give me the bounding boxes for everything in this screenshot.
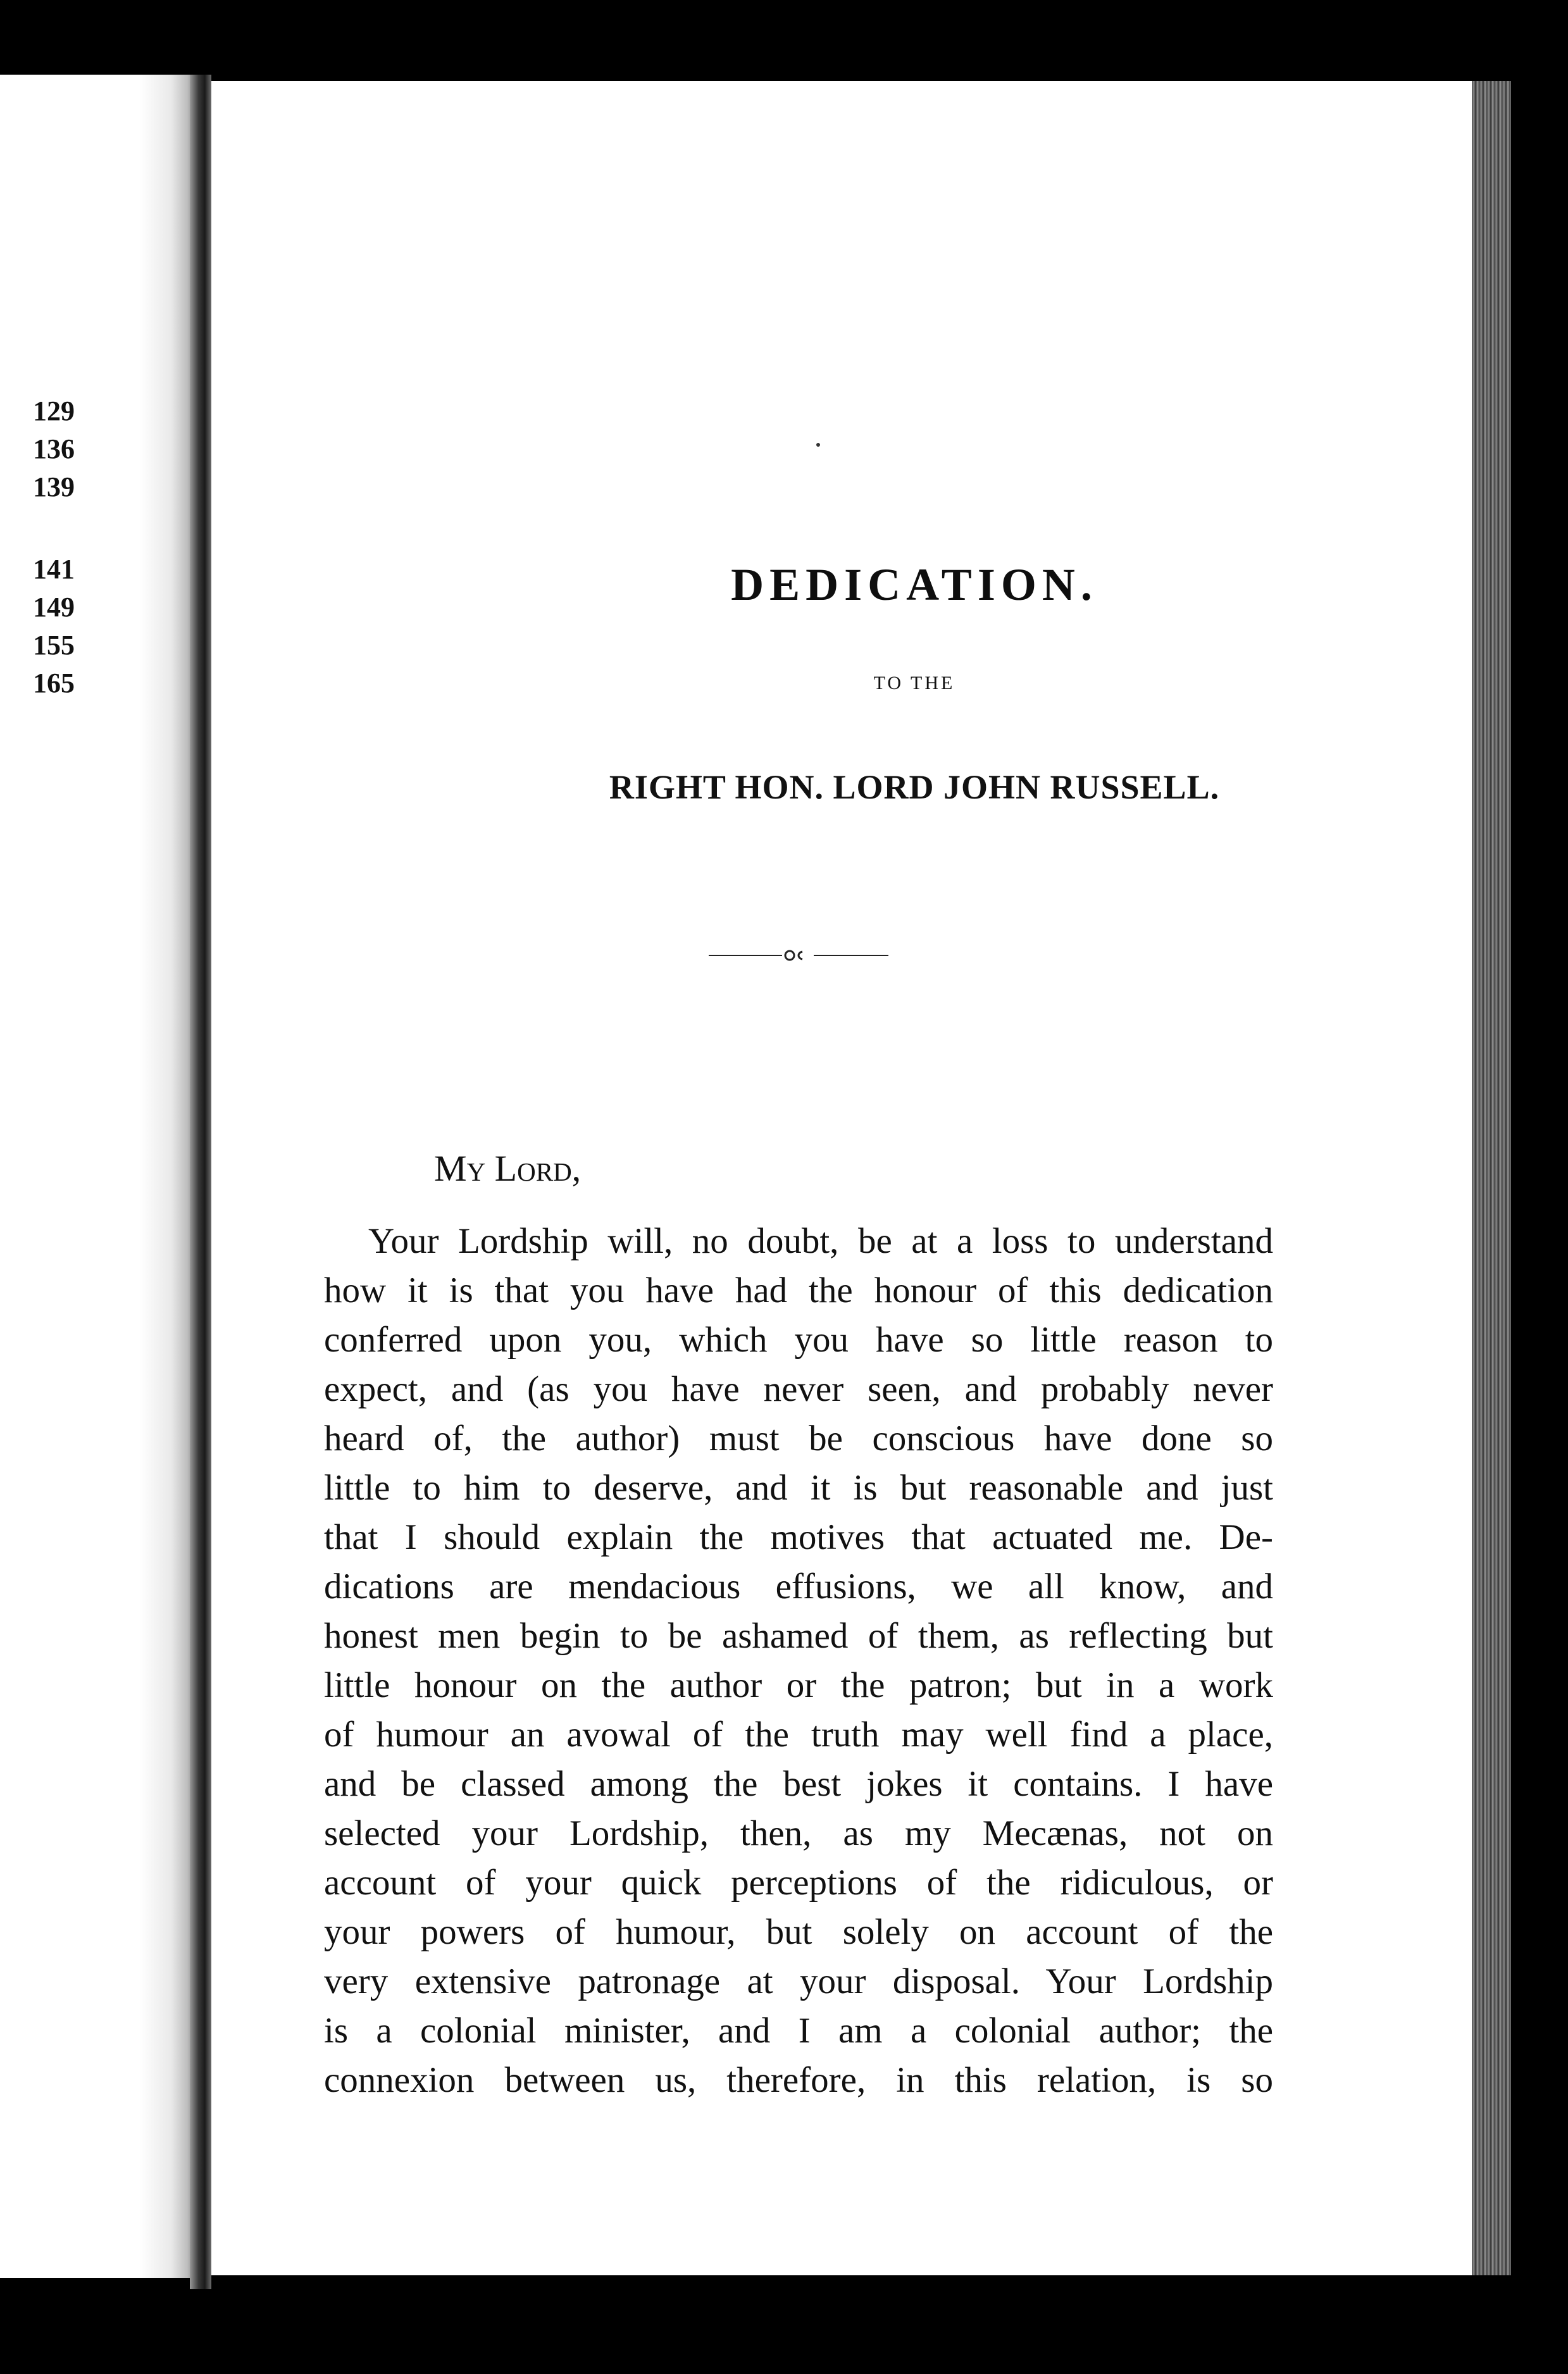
text-line: Your Lordship will, no doubt, be at a loss to understand xyxy=(368,1221,1273,1261)
page-number: 129 xyxy=(33,395,75,426)
page-number: 155 xyxy=(33,630,75,661)
text-line: that I should explain the motives that actuated me. De- xyxy=(324,1517,1273,1557)
text-line: heard of, the author) must be conscious have done so xyxy=(324,1419,1273,1458)
dedication-page xyxy=(211,81,1472,2275)
dedication-preposition: TO THE xyxy=(873,673,955,693)
text-line: connexion between us, therefore, in this relation, is so xyxy=(324,2060,1273,2100)
text-line: conferred upon you, which you have so little reason to xyxy=(324,1320,1273,1360)
ink-speck xyxy=(816,443,820,447)
text-line: honest men begin to be ashamed of them, as reflecting but xyxy=(324,1616,1273,1656)
salutation: My Lord, xyxy=(434,1148,582,1189)
page-title: DEDICATION. xyxy=(731,559,1098,610)
page-number: 136 xyxy=(33,433,75,464)
text-line: dications are mendacious effusions, we all know, and xyxy=(324,1567,1273,1606)
text-line: and be classed among the best jokes it contains. I have xyxy=(324,1764,1273,1804)
page-stack-edge xyxy=(1472,81,1511,2275)
text-line: how it is that you have had the honour of this dedication xyxy=(324,1271,1273,1310)
text-line: of humour an avowal of the truth may well find a place, xyxy=(324,1715,1273,1755)
text-line: selected your Lordship, then, as my Mecænas, not on xyxy=(324,1813,1273,1853)
text-line: little honour on the author or the patron; but in a work xyxy=(324,1665,1273,1705)
dedication-addressee: RIGHT HON. LORD JOHN RUSSELL. xyxy=(609,768,1220,806)
text-line: very extensive patronage at your disposal. Your Lordship xyxy=(324,1961,1273,2001)
left-facing-page xyxy=(0,75,199,2278)
page-number: 149 xyxy=(33,592,75,623)
text-line: expect, and (as you have never seen, and probably never xyxy=(324,1369,1273,1409)
text-line: is a colonial minister, and I am a colonial author; the xyxy=(324,2011,1273,2051)
book-gutter xyxy=(190,75,211,2289)
page-number: 141 xyxy=(33,554,75,585)
flourish-ornament-icon xyxy=(707,949,890,962)
text-line: account of your quick perceptions of the ridiculous, or xyxy=(324,1863,1273,1903)
text-line: your powers of humour, but solely on account of the xyxy=(324,1912,1273,1952)
text-line: little to him to deserve, and it is but reasonable and just xyxy=(324,1468,1273,1508)
page-number: 165 xyxy=(33,668,75,699)
page-number: 139 xyxy=(33,471,75,502)
